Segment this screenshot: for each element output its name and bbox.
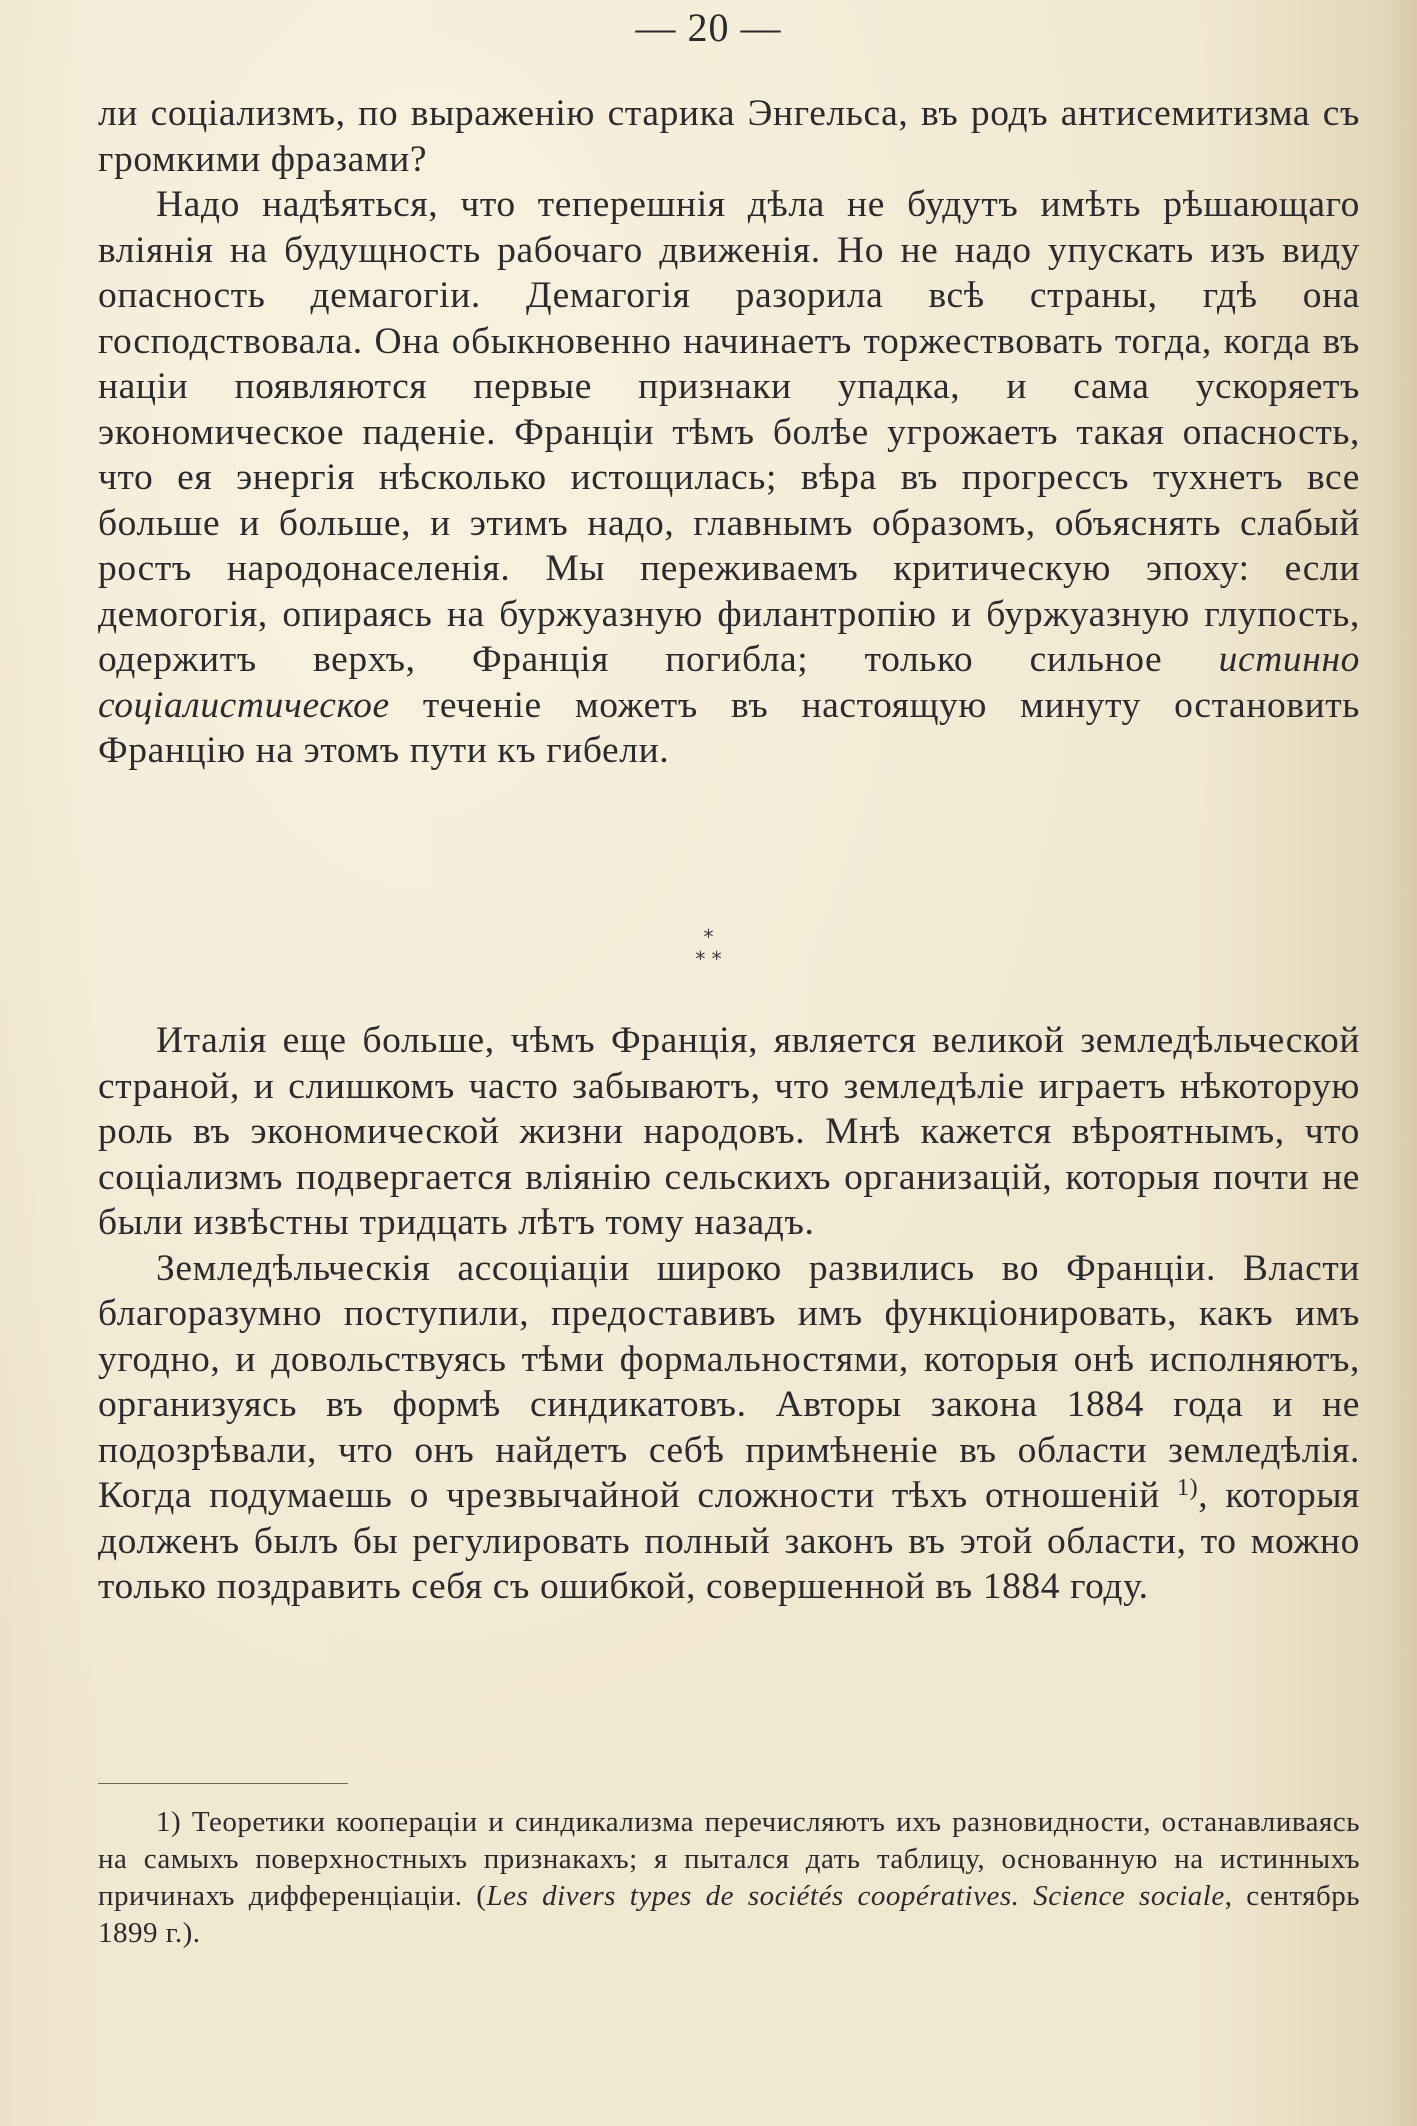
footnote [98, 1804, 1360, 1952]
italic-emphasis: истинно соціалистическое [98, 639, 1360, 726]
footnote-marker: 1) [156, 1806, 182, 1838]
paragraph-italy: Италія еще больше, чѣмъ Франція, является великой земледѣльческой страной, и слишкомъ часто забываютъ, что земледѣліе играетъ нѣкоторую роль въ экономической жизни народовъ. Мнѣ кажется вѣроятнымъ, что соціализмъ подвергается вліянію сельскихъ организацій, которыя почти не были извѣстны тридцать лѣтъ тому назадъ. [98, 1020, 1360, 1243]
footnote-text: Теоретики коопераціи и синдикализма перечисляютъ ихъ разновидности, останавливаясь на самыхъ поверхностныхъ признакахъ; я пытался дать таблицу, основанную на истинныхъ причинахъ дифференціаціи. ( [98, 1806, 1360, 1912]
footnote-paragraph [98, 1804, 1360, 1952]
footnote-citation: Les divers types de sociétés coopératives. Science sociale [486, 1880, 1225, 1912]
paragraph-continuation: ли соціализмъ, по выраженію старика Энгельса, въ родъ антисемитизма съ громкими фразами? [98, 93, 1360, 180]
section-separator-top: * [703, 925, 714, 949]
footnote-reference: 1) [1177, 1475, 1199, 1501]
page-number: — 20 — [635, 5, 782, 50]
section-separator-bottom: * * [695, 947, 722, 971]
main-text-block-1 [98, 91, 1360, 774]
paragraph-associations [98, 1246, 1360, 1610]
paragraph-text: Надо надѣяться, что теперешнія дѣла не будутъ имѣть рѣшающаго вліянія на будущность рабочаго движенія. Но не надо упускать изъ виду опасность демагогіи. Демагогія разорила всѣ страны, гдѣ она господствовала. Она обыкновенно начинаетъ торжествовать тогда, когда въ націи появляются первые признаки упадка, и сама ускоряетъ экономическое паденіе. Франціи тѣмъ болѣе угрожаетъ такая опасность, что ея энергія нѣсколько истощилась; вѣра въ прогрессъ тухнетъ все больше и больше, и этимъ надо, главнымъ образомъ, объяснять слабый ростъ народонаселенія. Мы переживаемъ критическую эпоху: если демогогія, опираясь на буржуазную филантропію и буржуазную глупость, одержитъ верхъ, Франція погибла; только сильное [98, 184, 1360, 680]
paragraph-text: , которыя долженъ былъ бы регулировать полный законъ въ этой области, то можно только поздравить себя съ ошибкой, совершенной въ 1884 году. [98, 1475, 1360, 1607]
main-text-block-2 [98, 1018, 1360, 1610]
paragraph-text: Земледѣльческія ассоціаціи широко развились во Франціи. Власти благоразумно поступили, предоставивъ имъ функціонировать, какъ имъ угодно, и довольствуясь тѣми формальностями, которыя онѣ исполняютъ, организуясь въ формѣ синдикатовъ. Авторы закона 1884 года и не подозрѣвали, что онъ найдетъ себѣ примѣненіе въ области земледѣлія. Когда подумаешь о чрезвычайной сложности тѣхъ отношеній [98, 1247, 1360, 1516]
footnote-text: , сентябрь 1899 г.). [98, 1880, 1360, 1949]
footnote-divider [98, 1783, 348, 1784]
paragraph-text: теченіе можетъ въ настоящую минуту остановить Францію на этомъ пути къ гибели. [98, 684, 1360, 771]
paragraph-demagogy [98, 182, 1360, 774]
